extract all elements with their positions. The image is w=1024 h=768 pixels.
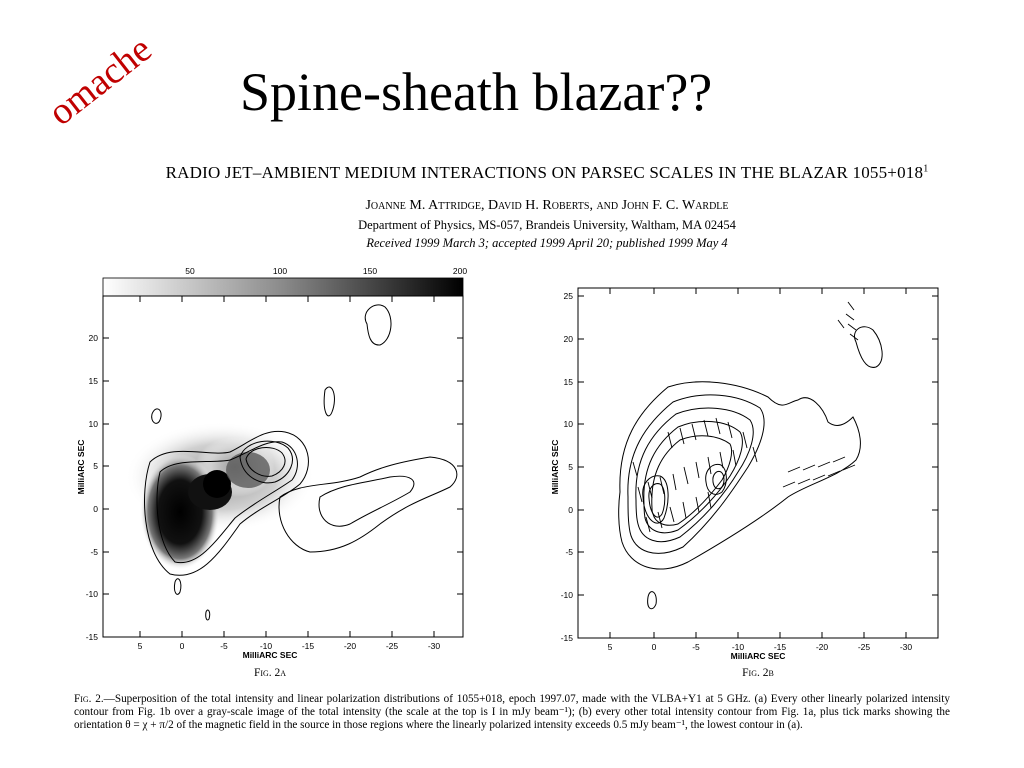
paper-title	[0, 163, 1024, 183]
x-axis-label: MilliARC SEC	[242, 650, 298, 660]
y-axis-label: MilliARC SEC	[550, 439, 560, 495]
plot-frame-b	[578, 288, 938, 638]
x-tick-label: -20	[343, 641, 357, 651]
paper-title-footnote: 1	[923, 163, 929, 175]
y-tick-label: -5	[90, 547, 98, 557]
figure-2a	[70, 262, 480, 692]
x-tick-label: -30	[427, 641, 441, 651]
y-tick-label: 20	[563, 334, 573, 344]
x-tick-label: -20	[815, 642, 829, 652]
paper-authors: Joanne M. Attridge, David H. Roberts, and John F. C. Wardle	[365, 198, 729, 213]
x-tick-label: -30	[899, 642, 913, 652]
x-tick-label: 5	[607, 642, 613, 652]
x-tick-label: -10	[731, 642, 745, 652]
paper-received: Received 1999 March 3; accepted 1999 April 20; published 1999 May 4	[366, 236, 728, 250]
x-tick-label: 0	[651, 642, 657, 652]
panel-a-label: Fig. 2a	[253, 667, 287, 679]
x-tick-label: -15	[301, 641, 315, 651]
colorbar-tick: 150	[362, 266, 378, 276]
slide-title: Spine-sheath blazar??	[240, 62, 713, 122]
x-axis-label: MilliARC SEC	[730, 651, 786, 661]
x-tick-label: -10	[259, 641, 273, 651]
x-tick-label: 5	[137, 641, 143, 651]
panel-b-label: Fig. 2b	[742, 667, 774, 679]
caption-lead: Fig. 2.	[74, 693, 104, 705]
colorbar	[103, 278, 463, 296]
x-tick-label: -25	[857, 642, 871, 652]
y-tick-label: 10	[563, 419, 573, 429]
colorbar-tick: 50	[185, 266, 195, 276]
y-tick-label: 5	[93, 461, 98, 471]
y-axis-label: MilliARC SEC	[76, 439, 86, 495]
y-tick-label: -5	[565, 547, 573, 557]
y-tick-label: -10	[85, 589, 98, 599]
caption-text: —Superposition of the total intensity and linear polarization distributions of 1055+018, epoch 1997.07, made with the VLBA+Y1 at 5 GHz. (a) Every other linearly polarized intensity contour from Fig. 1b over a gray-scale image of the total intensity (the scale at the top is I in mJy beam⁻¹); (b) every other total intensity contour from Fig. 1a, plus tick marks showing the orientation θ = χ + π/2 of the magnetic field in the source in those regions where the linearly polarized intensity exceeds 0.5 mJy beam⁻¹, the lowest contour in (a).	[74, 693, 950, 732]
x-tick-label: 0	[179, 641, 185, 651]
paper-title-text: RADIO JET–AMBIENT MEDIUM INTERACTIONS ON PARSEC SCALES IN THE BLAZAR 1055+018	[165, 163, 924, 182]
colorbar-tick: 200	[452, 266, 468, 276]
figure-2b	[538, 262, 948, 692]
x-tick-label: -25	[385, 641, 399, 651]
x-tick-label: -5	[220, 641, 228, 651]
y-tick-label: 5	[568, 462, 573, 472]
y-tick-label: 10	[88, 419, 98, 429]
y-tick-label: 25	[563, 291, 573, 301]
y-tick-label: -15	[85, 632, 98, 642]
stamp-text: omache	[40, 28, 160, 134]
y-tick-label: 15	[88, 376, 98, 386]
y-tick-label: 15	[563, 377, 573, 387]
y-tick-label: -15	[560, 633, 573, 643]
figure-caption	[74, 693, 950, 733]
y-tick-label: -10	[560, 590, 573, 600]
x-tick-label: -5	[692, 642, 700, 652]
y-tick-label: 0	[568, 505, 573, 515]
y-tick-label: 0	[93, 504, 98, 514]
paper-affiliation: Department of Physics, MS-057, Brandeis University, Waltham, MA 02454	[358, 218, 736, 232]
x-tick-label: -15	[773, 642, 787, 652]
colorbar-tick: 100	[272, 266, 288, 276]
y-tick-label: 20	[88, 333, 98, 343]
